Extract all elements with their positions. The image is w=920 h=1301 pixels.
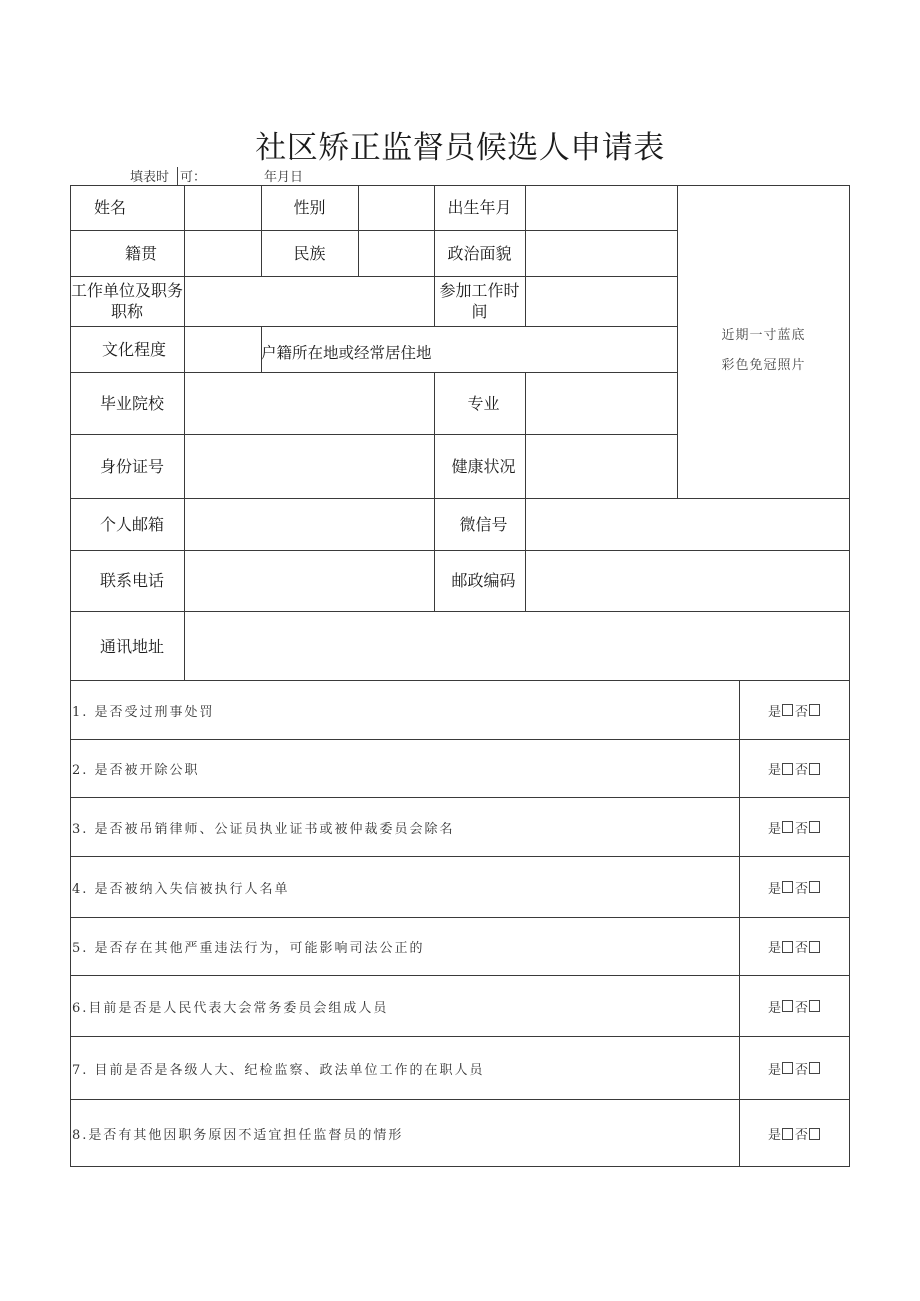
no-label: 否 <box>795 1128 809 1143</box>
label-work-unit <box>70 276 184 326</box>
yes-no-3 <box>740 798 850 856</box>
yes-label: 是 <box>767 1062 781 1078</box>
yes-checkbox[interactable] <box>782 881 793 893</box>
label-education: 文化程度 <box>101 339 166 359</box>
form-title: 社区矫正监督员候选人申请表 <box>255 130 665 166</box>
yes-label: 是 <box>767 763 781 778</box>
yes-label: 是 <box>767 881 781 897</box>
school-field[interactable] <box>184 372 434 434</box>
photo-placeholder <box>677 185 850 498</box>
label-work-start-line2: 间 <box>471 302 488 321</box>
yes-label: 是 <box>767 704 781 720</box>
no-label: 否 <box>795 881 809 897</box>
label-postcode: 邮政编码 <box>451 571 516 590</box>
label-residence: 户籍所在地或经常居住地 <box>261 343 432 362</box>
question-6: 6.目前是否是人民代表大会常务委员会组成人员 <box>72 1000 389 1016</box>
label-address: 通讯地址 <box>99 636 164 656</box>
wechat-field[interactable] <box>525 498 850 550</box>
yes-no-5 <box>740 918 850 975</box>
no-checkbox[interactable] <box>809 941 820 953</box>
no-label: 否 <box>795 821 809 837</box>
yes-checkbox[interactable] <box>782 704 793 716</box>
label-native-place: 籍贯 <box>124 243 157 263</box>
label-work-start <box>434 276 525 326</box>
yes-no-6 <box>740 976 850 1036</box>
yes-no-4 <box>740 857 850 917</box>
address-field[interactable] <box>184 611 850 681</box>
no-checkbox[interactable] <box>809 881 820 893</box>
fill-date-value[interactable]: 年月日 <box>264 170 304 185</box>
health-field[interactable] <box>525 434 677 498</box>
no-label: 否 <box>795 763 809 778</box>
yes-checkbox[interactable] <box>782 1062 793 1074</box>
gender-field[interactable] <box>358 185 434 230</box>
name-field[interactable] <box>184 185 261 230</box>
separator <box>177 167 178 185</box>
yes-checkbox[interactable] <box>782 763 793 775</box>
label-political-status: 政治面貌 <box>447 243 512 263</box>
yes-no-1 <box>740 681 850 739</box>
yes-no-7 <box>740 1037 850 1099</box>
label-work-unit-line1: 工作单位及职务 <box>70 281 183 300</box>
question-8: 8.是否有其他因职务原因不适宜担任监督员的情形 <box>72 1128 404 1143</box>
label-id-number: 身份证号 <box>99 456 164 476</box>
id-number-field[interactable] <box>184 434 434 498</box>
no-label: 否 <box>795 1000 809 1016</box>
work-start-field[interactable] <box>525 276 677 326</box>
question-4: 4. 是否被纳入失信被执行人名单 <box>72 881 290 897</box>
yes-checkbox[interactable] <box>782 1128 793 1140</box>
label-work-unit-line2: 职称 <box>110 302 143 321</box>
postcode-field[interactable] <box>525 550 850 611</box>
work-unit-field[interactable] <box>184 276 434 326</box>
fill-date-line <box>130 166 303 185</box>
label-major: 专业 <box>467 393 500 413</box>
fill-date-label: 填表时 <box>130 170 170 185</box>
label-wechat: 微信号 <box>459 514 508 534</box>
question-2: 2. 是否被开除公职 <box>72 763 200 778</box>
photo-hint-line1: 近期一寸蓝底 <box>721 327 806 343</box>
question-5: 5. 是否存在其他严重违法行为，可能影响司法公正的 <box>72 941 425 956</box>
yes-no-8 <box>740 1100 850 1167</box>
label-birth: 出生年月 <box>447 198 512 217</box>
no-label: 否 <box>795 941 809 956</box>
no-checkbox[interactable] <box>809 1000 820 1012</box>
photo-hint-line2: 彩色免冠照片 <box>721 357 806 373</box>
no-checkbox[interactable] <box>809 763 820 775</box>
education-field[interactable] <box>184 326 261 372</box>
yes-label: 是 <box>767 821 781 837</box>
ethnicity-field[interactable] <box>358 230 434 276</box>
label-email: 个人邮箱 <box>99 514 164 534</box>
no-checkbox[interactable] <box>809 1128 820 1140</box>
birth-field[interactable] <box>525 185 677 230</box>
question-1: 1. 是否受过刑事处罚 <box>72 704 215 720</box>
no-checkbox[interactable] <box>809 704 820 716</box>
no-checkbox[interactable] <box>809 1062 820 1074</box>
fill-date-label-2: 可： <box>180 170 207 185</box>
yes-no-2 <box>740 740 850 797</box>
label-phone: 联系电话 <box>99 571 164 590</box>
email-field[interactable] <box>184 498 434 550</box>
yes-label: 是 <box>767 1000 781 1016</box>
no-checkbox[interactable] <box>809 821 820 833</box>
yes-label: 是 <box>767 1128 781 1143</box>
yes-checkbox[interactable] <box>782 941 793 953</box>
label-name: 姓名 <box>94 198 127 217</box>
no-label: 否 <box>795 704 809 720</box>
personal-info-table <box>70 185 850 681</box>
yes-checkbox[interactable] <box>782 1000 793 1012</box>
no-label: 否 <box>795 1062 809 1078</box>
label-school: 毕业院校 <box>99 393 164 413</box>
residence-field[interactable] <box>434 326 677 372</box>
phone-field[interactable] <box>184 550 434 611</box>
yes-label: 是 <box>767 941 781 956</box>
label-ethnicity: 民族 <box>293 243 326 263</box>
political-status-field[interactable] <box>525 230 677 276</box>
question-3: 3. 是否被吊销律师、公证员执业证书或被仲裁委员会除名 <box>72 821 455 837</box>
question-7: 7. 目前是否是各级人大、纪检监察、政法单位工作的在职人员 <box>72 1062 485 1078</box>
major-field[interactable] <box>525 372 677 434</box>
native-place-field[interactable] <box>184 230 261 276</box>
label-health: 健康状况 <box>451 456 516 476</box>
label-gender: 性别 <box>293 198 326 217</box>
yes-checkbox[interactable] <box>782 821 793 833</box>
label-work-start-line1: 参加工作时 <box>439 281 520 300</box>
